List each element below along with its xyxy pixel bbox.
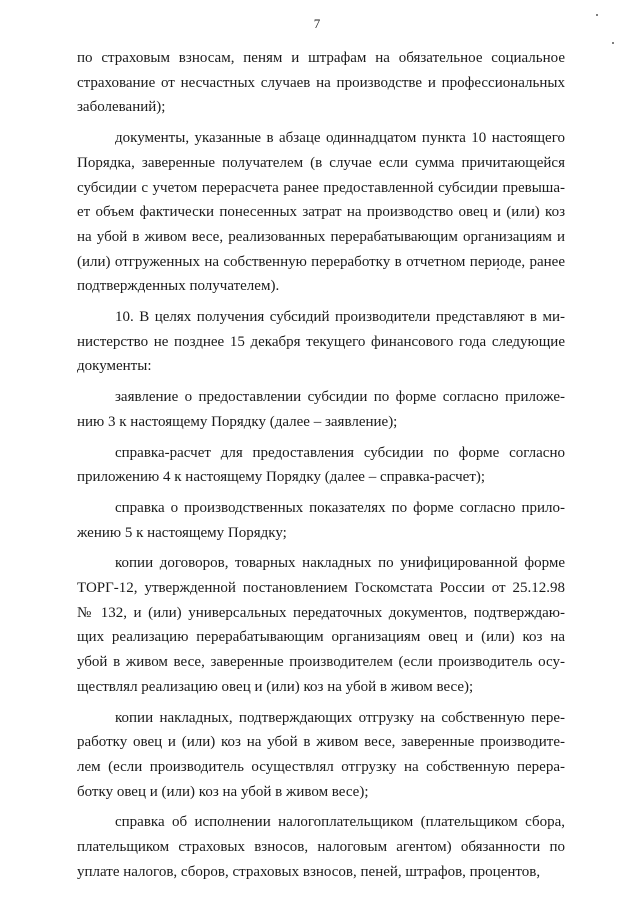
text-line: ет объем фактически понесенных затрат на производство овец и (или) коз (77, 204, 565, 221)
text-line: на убой в живом весе, реализованных перерабатывающим организациям и (77, 228, 565, 245)
paragraph (77, 496, 565, 545)
paragraph (77, 441, 565, 490)
paragraph (77, 706, 565, 805)
paragraph (77, 126, 565, 299)
text-line: лем (если производитель осуществлял отгрузку на собственную перера- (77, 758, 565, 775)
text-line: копии договоров, товарных накладных по унифицированной форме (115, 555, 565, 572)
text-line: убой в живом весе, заверенные производителем (если производитель осу- (77, 654, 565, 671)
text-line: подтвержденных получателем). (77, 278, 280, 295)
text-line: 10. В целях получения субсидий производители представляют в ми- (115, 309, 565, 326)
text-line: документы: (77, 358, 152, 375)
text-line: № 132, и (или) универсальных передаточных документов, подтверждаю- (77, 604, 565, 621)
text-line: ботку овец и (или) коз на убой в живом весе); (77, 783, 369, 800)
text-line: приложению 4 к настоящему Порядку (далее – справка-расчет); (77, 469, 486, 486)
text-line: работку овец и (или) коз на убой в живом весе, заверенные производите- (77, 734, 565, 751)
text-line: документы, указанные в абзаце одиннадцатом пункта 10 настоящего (115, 130, 565, 147)
paragraph (77, 385, 565, 434)
page-number: 7 (313, 16, 321, 31)
text-line: справка-расчет для предоставления субсидии по форме согласно (115, 444, 565, 461)
scan-speck (612, 42, 614, 44)
text-line: страхование от несчастных случаев на производстве и профессиональных (77, 74, 565, 91)
text-line: жению 5 к настоящему Порядку; (77, 524, 287, 541)
text-line: нию 3 к настоящему Порядку (далее – заявление); (77, 413, 398, 430)
text-line: заболеваний); (77, 99, 166, 116)
text-line: субсидии с учетом перерасчета ранее предоставленной субсидии превыша- (77, 179, 565, 196)
text-line: щих реализацию перерабатывающим организациям овец и (или) коз на (77, 629, 565, 646)
paragraph (77, 810, 565, 884)
text-line: плательщиком страховых взносов, налоговым агентом) обязанности по (77, 839, 565, 856)
text-line: копии накладных, подтверждающих отгрузку на собственную пере- (115, 709, 565, 726)
paragraph (77, 551, 565, 699)
paragraph (77, 305, 565, 379)
text-line: ТОРГ-12, утвержденной постановлением Госкомстата России от 25.12.98 (77, 580, 565, 597)
text-line: заявление о предоставлении субсидии по форме согласно приложе- (115, 389, 565, 406)
text-line: справка об исполнении налогоплательщиком (плательщиком сбора, (115, 814, 565, 831)
text-line: ществлял реализацию овец и (или) коз на убой в живом весе); (77, 678, 474, 695)
document-body (77, 46, 565, 891)
paragraph (77, 46, 565, 120)
text-line: Порядка, заверенные получателем (в случае если сумма причитающейся (77, 154, 565, 171)
text-line: справка о производственных показателях по форме согласно прило- (115, 499, 565, 516)
text-line: уплате налогов, сборов, страховых взносов, пеней, штрафов, процентов, (77, 863, 541, 880)
text-line: нистерство не позднее 15 декабря текущего финансового года следующие (77, 333, 565, 350)
scan-speck (596, 14, 598, 16)
text-line: (или) отгруженных на собственную переработку в отчетном периоде, ранее (77, 253, 565, 270)
text-line: по страховым взносам, пеням и штрафам на обязательное социальное (77, 50, 565, 66)
